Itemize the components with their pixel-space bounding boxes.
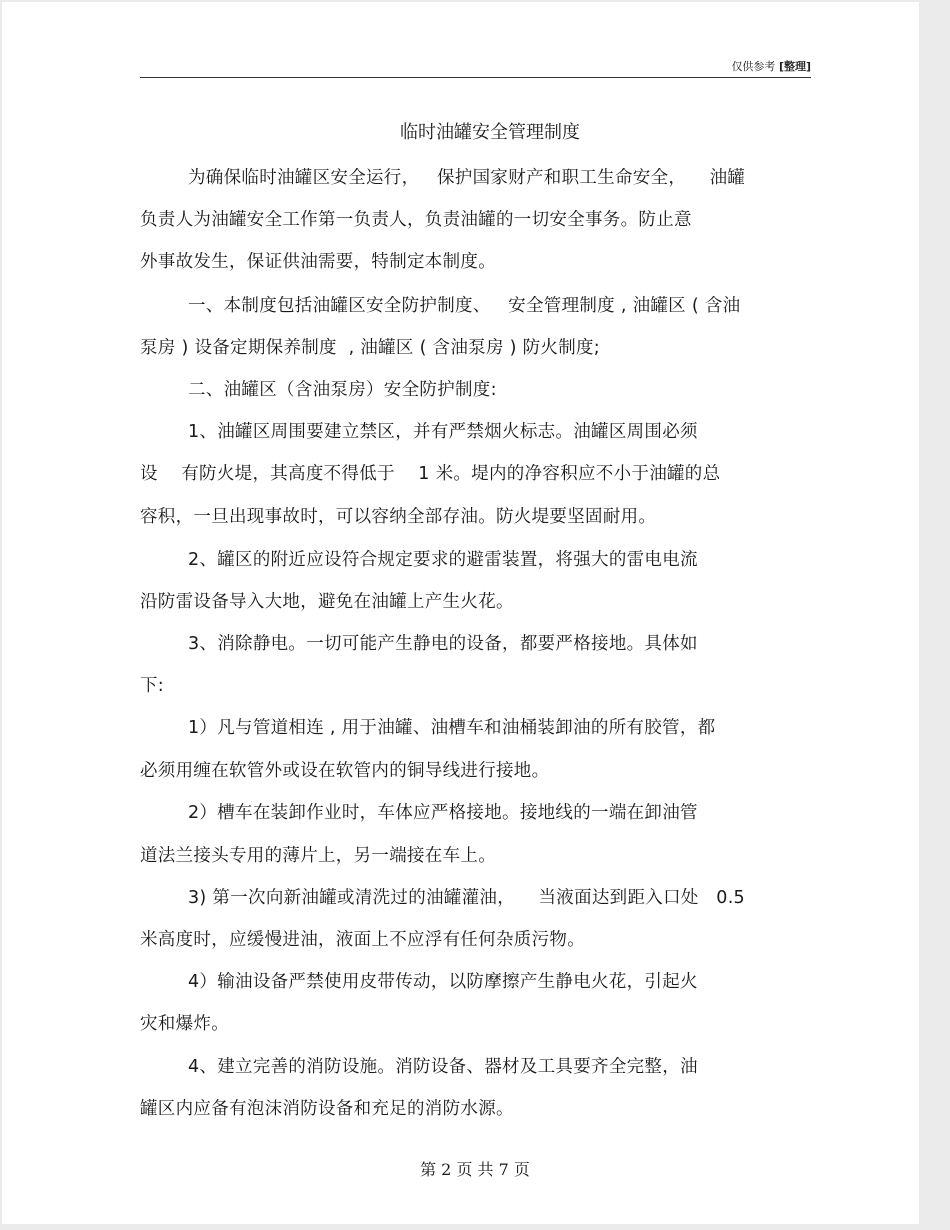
paragraph-line: 3、消除静电。一切可能产生静电的设备，都要严格接地。具体如 [188,634,698,654]
paragraph-line: 1）凡与管道相连 , 用于油罐、油槽车和油桶装卸油的所有胶管，都 [188,718,716,738]
paragraph-line: 必须用缠在软管外或设在软管内的铜导线进行接地。 [140,761,550,781]
page-header [140,58,811,74]
paragraph-line: 沿防雷设备导入大地，避免在油罐上产生火花。 [140,592,514,612]
paragraph-line: 灾和爆炸。 [140,1014,229,1034]
paragraph-line: 下: [140,676,164,696]
document-page [2,2,919,1224]
header-tag: [整理] [778,60,811,73]
paragraph-line: 为确保临时油罐区安全运行， 保护国家财产和职工生命安全， 油罐 [188,168,746,188]
paragraph-line: 4、建立完善的消防设施。消防设备、器材及工具要齐全完整，油 [188,1057,698,1077]
paragraph-line: 2）槽车在装卸作业时，车体应严格接地。接地线的一端在卸油管 [188,803,698,823]
paragraph-line: 二、油罐区（含油泵房）安全防护制度: [188,380,497,400]
document-title: 临时油罐安全管理制度 [400,122,580,143]
paragraph-line: 负责人为油罐安全工作第一负责人，负责油罐的一切安全事务。防止意 [140,210,692,230]
paragraph-line: 外事故发生，保证供油需要，特制定本制度。 [140,252,496,272]
paragraph-line: 设 有防火堤，其高度不得低于 1 米。堤内的净容积应不小于油罐的总 [140,464,721,484]
paragraph-line: 一、本制度包括油罐区安全防护制度、 安全管理制度 , 油罐区 ( 含油 [188,296,741,316]
paragraph-line: 3) 第一次向新油罐或清洗过的油罐灌油， 当液面达到距入口处 0.5 [188,888,745,908]
page-number-footer: 第 2 页 共 7 页 [420,1160,530,1179]
paragraph-line: 容积，一旦出现事故时，可以容纳全部存油。防火堤要坚固耐用。 [140,507,657,527]
paragraph-line: 米高度时，应缓慢进油，液面上不应浮有任何杂质污物。 [140,930,585,950]
paragraph-line: 2、罐区的附近应设符合规定要求的避雷装置，将强大的雷电电流 [188,550,698,570]
paragraph-line: 4）输油设备严禁使用皮带传动，以防摩擦产生静电火花，引起火 [188,972,698,992]
paragraph-line: 道法兰接头专用的薄片上，另一端接在车上。 [140,846,496,866]
paragraph-line: 1、油罐区周围要建立禁区，并有严禁烟火标志。油罐区周围必须 [188,422,698,442]
paragraph-line: 罐区内应备有泡沫消防设备和充足的消防水源。 [140,1099,514,1119]
header-text: 仅供参考 [731,60,776,73]
header-rule [140,77,811,78]
paragraph-line: 泵房 ) 设备定期保养制度 , 油罐区 ( 含油泵房 ) 防火制度; [140,338,601,358]
